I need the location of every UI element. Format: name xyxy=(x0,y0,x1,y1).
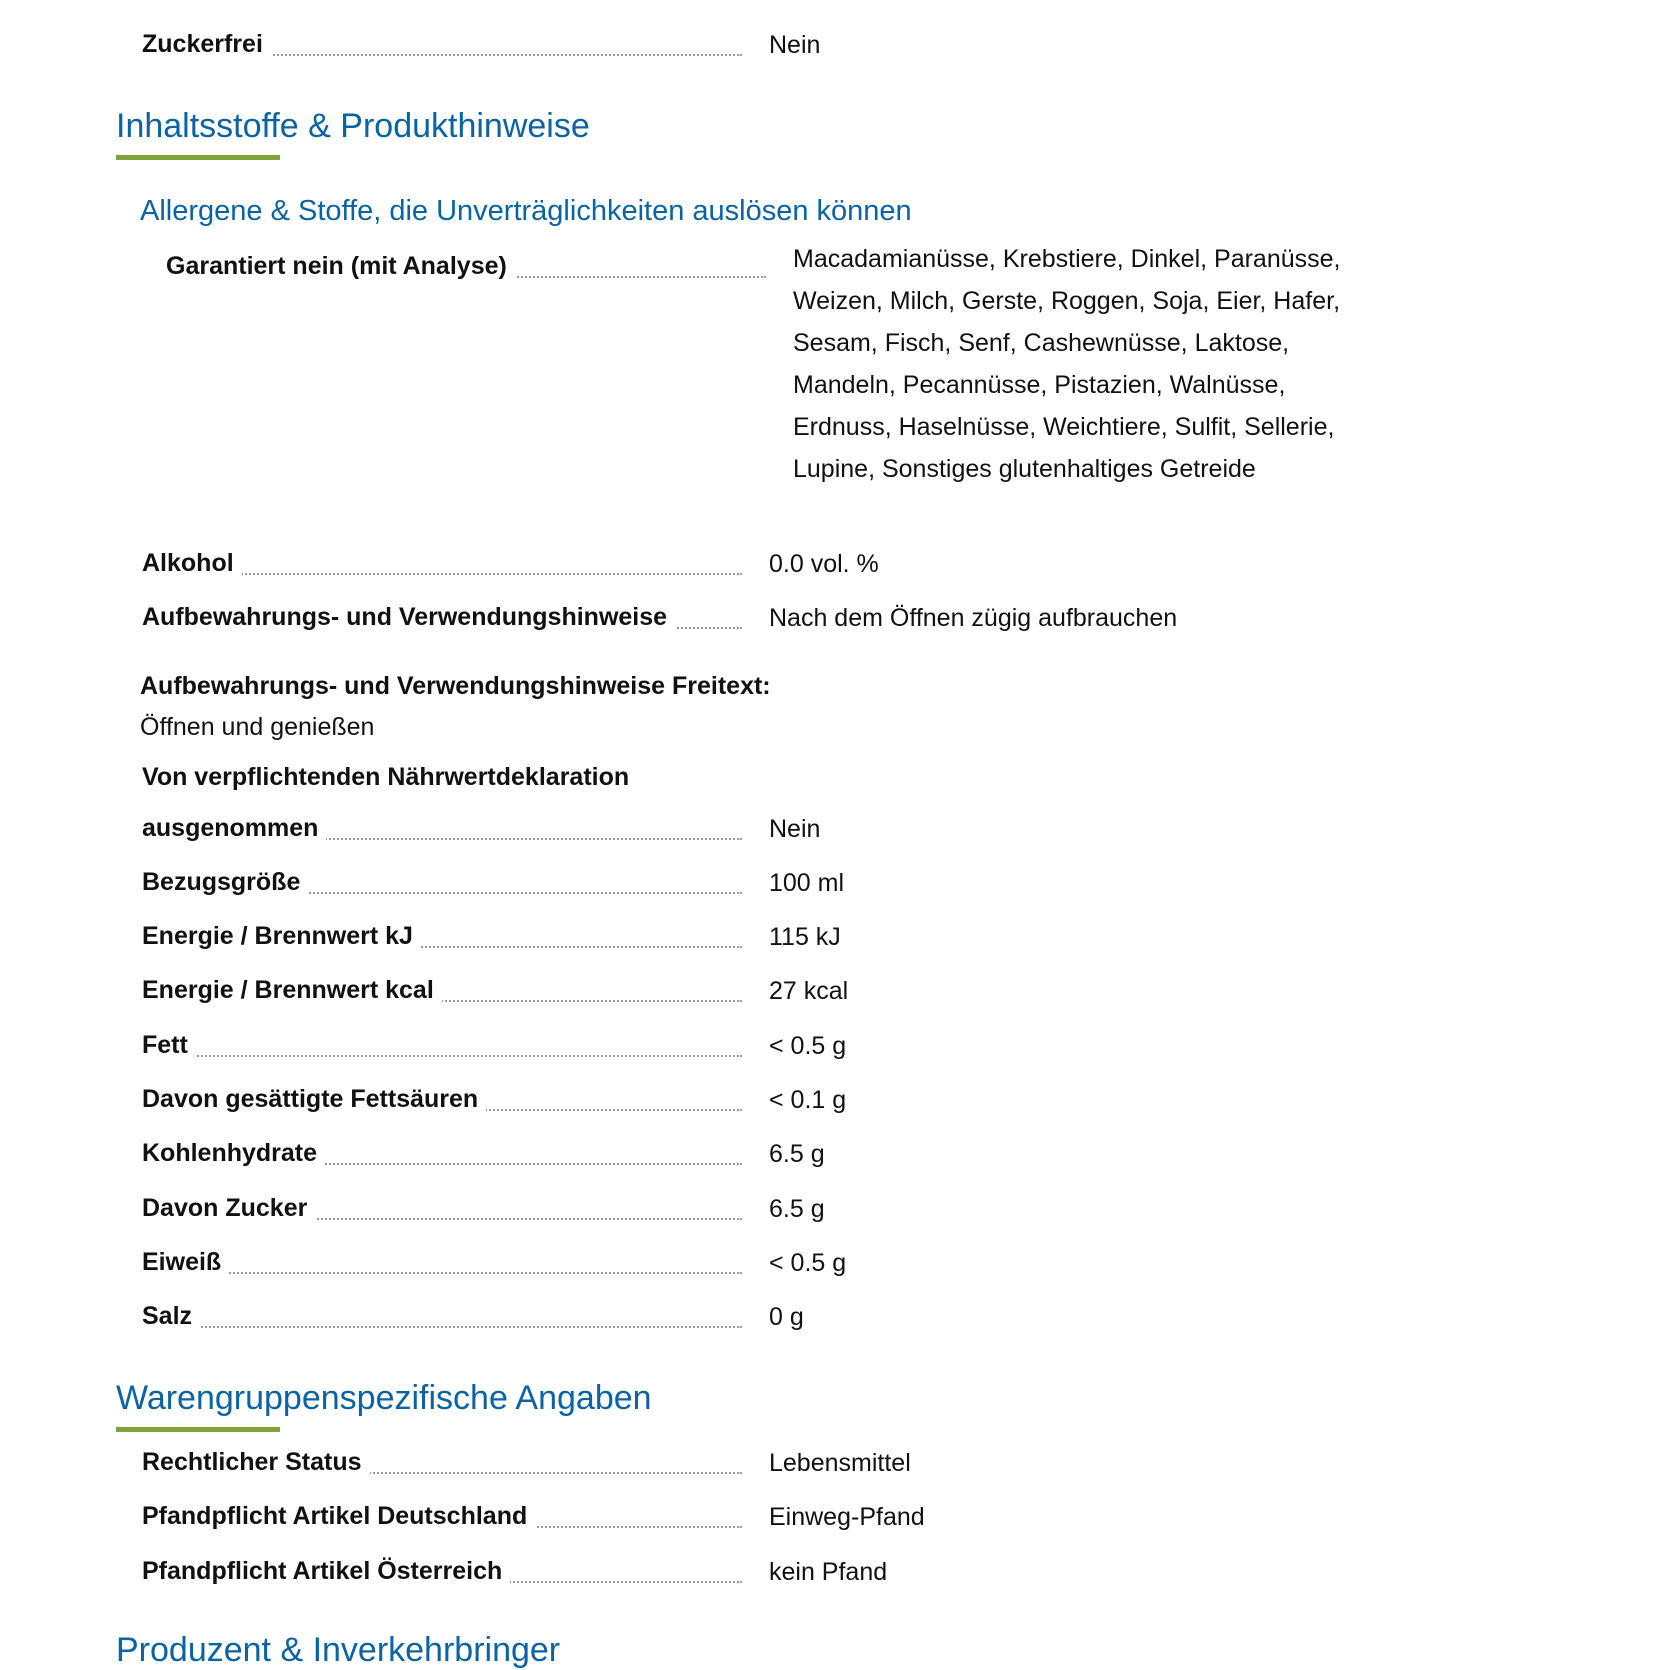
section-title-produzent: Produzent & Inverkehrbringer xyxy=(116,1631,561,1669)
section-title-warengruppen: Warengruppenspezifische Angaben xyxy=(116,1379,652,1417)
spec-row-naehrwert xyxy=(142,1190,742,1226)
spec-label: ausgenommen xyxy=(142,810,326,846)
spec-label: Zuckerfrei xyxy=(142,26,271,62)
spec-value: kein Pfand xyxy=(769,1558,888,1586)
spec-row-ausgenommen xyxy=(142,810,742,846)
freitext-label: Aufbewahrungs- und Verwendungshinweise Freitext: xyxy=(140,672,771,700)
spec-row-naehrwert xyxy=(142,864,742,900)
spec-value: 6.5 g xyxy=(769,1195,825,1223)
spec-label: Aufbewahrungs- und Verwendungshinweise xyxy=(142,599,675,635)
spec-value: < 0.5 g xyxy=(769,1032,847,1060)
spec-label: Fett xyxy=(142,1027,196,1063)
spec-label: Rechtlicher Status xyxy=(142,1444,370,1480)
spec-row-naehrwert xyxy=(142,1244,742,1280)
spec-label: Bezugsgröße xyxy=(142,864,308,900)
dotted-leader xyxy=(142,1272,742,1274)
spec-value: Nach dem Öffnen zügig aufbrauchen xyxy=(769,604,1178,632)
spec-label: Garantiert nein (mit Analyse) xyxy=(166,248,515,284)
spec-label: Energie / Brennwert kcal xyxy=(142,972,442,1008)
spec-label: Davon Zucker xyxy=(142,1190,315,1226)
spec-label: Kohlenhydrate xyxy=(142,1135,325,1171)
spec-row-naehrwert xyxy=(142,1135,742,1171)
freitext-value: Öffnen und genießen xyxy=(140,713,375,741)
spec-row-naehrwert xyxy=(142,972,742,1008)
spec-row-naehrwert xyxy=(142,1298,742,1334)
spec-value: 6.5 g xyxy=(769,1140,825,1168)
section-underline xyxy=(116,155,280,160)
spec-value: 0 g xyxy=(769,1303,804,1331)
spec-value: < 0.5 g xyxy=(769,1249,847,1277)
spec-label: Salz xyxy=(142,1298,200,1334)
spec-value: Nein xyxy=(769,815,821,843)
spec-row-pfand-de xyxy=(142,1498,742,1534)
spec-label: Energie / Brennwert kJ xyxy=(142,918,421,954)
subsection-title-allergene: Allergene & Stoffe, die Unverträglichkeiten auslösen können xyxy=(140,195,912,227)
ausgenommen-label-line1: Von verpflichtenden Nährwertdeklaration xyxy=(142,763,630,791)
spec-row-pfand-at xyxy=(142,1553,742,1589)
spec-label: Davon gesättigte Fettsäuren xyxy=(142,1081,486,1117)
spec-label: Eiweiß xyxy=(142,1244,229,1280)
spec-value: Lebensmittel xyxy=(769,1449,911,1477)
spec-row-aufbewahrung xyxy=(142,599,742,635)
spec-value: 27 kcal xyxy=(769,977,849,1005)
spec-value: 100 ml xyxy=(769,869,845,897)
spec-label: Alkohol xyxy=(142,545,242,581)
section-underline xyxy=(116,1427,280,1432)
spec-label: Pfandpflicht Artikel Deutschland xyxy=(142,1498,535,1534)
spec-value: < 0.1 g xyxy=(769,1086,847,1114)
spec-value: Nein xyxy=(769,31,821,59)
spec-row-naehrwert xyxy=(142,918,742,954)
dotted-leader xyxy=(142,1326,742,1328)
section-title-inhaltsstoffe: Inhaltsstoffe & Produkthinweise xyxy=(116,107,590,145)
dotted-leader xyxy=(142,1055,742,1057)
spec-row-garantiert-nein xyxy=(166,248,766,284)
spec-row-rechtlicher-status xyxy=(142,1444,742,1480)
spec-value: 0.0 vol. % xyxy=(769,550,879,578)
spec-label: Pfandpflicht Artikel Österreich xyxy=(142,1553,510,1589)
allergen-list: Macadamianüsse, Krebstiere, Dinkel, Paranüsse, Weizen, Milch, Gerste, Roggen, Soja, Eier, Hafer, Sesam, Fisch, Senf, Cashewnüsse, Laktose, Mandeln, Pecannüsse, Pistazien, Walnüsse, Erdnuss, Haselnüsse, Weichtiere, Sulfit, Sellerie, Lupine, Sonstiges glutenhaltiges Getreide xyxy=(793,245,1341,483)
spec-value: Einweg-Pfand xyxy=(769,1503,925,1531)
spec-value: 115 kJ xyxy=(769,923,841,951)
spec-row-naehrwert xyxy=(142,1027,742,1063)
spec-row-naehrwert xyxy=(142,1081,742,1117)
spec-row-alkohol xyxy=(142,545,742,581)
spec-row-zuckerfrei xyxy=(142,26,862,62)
